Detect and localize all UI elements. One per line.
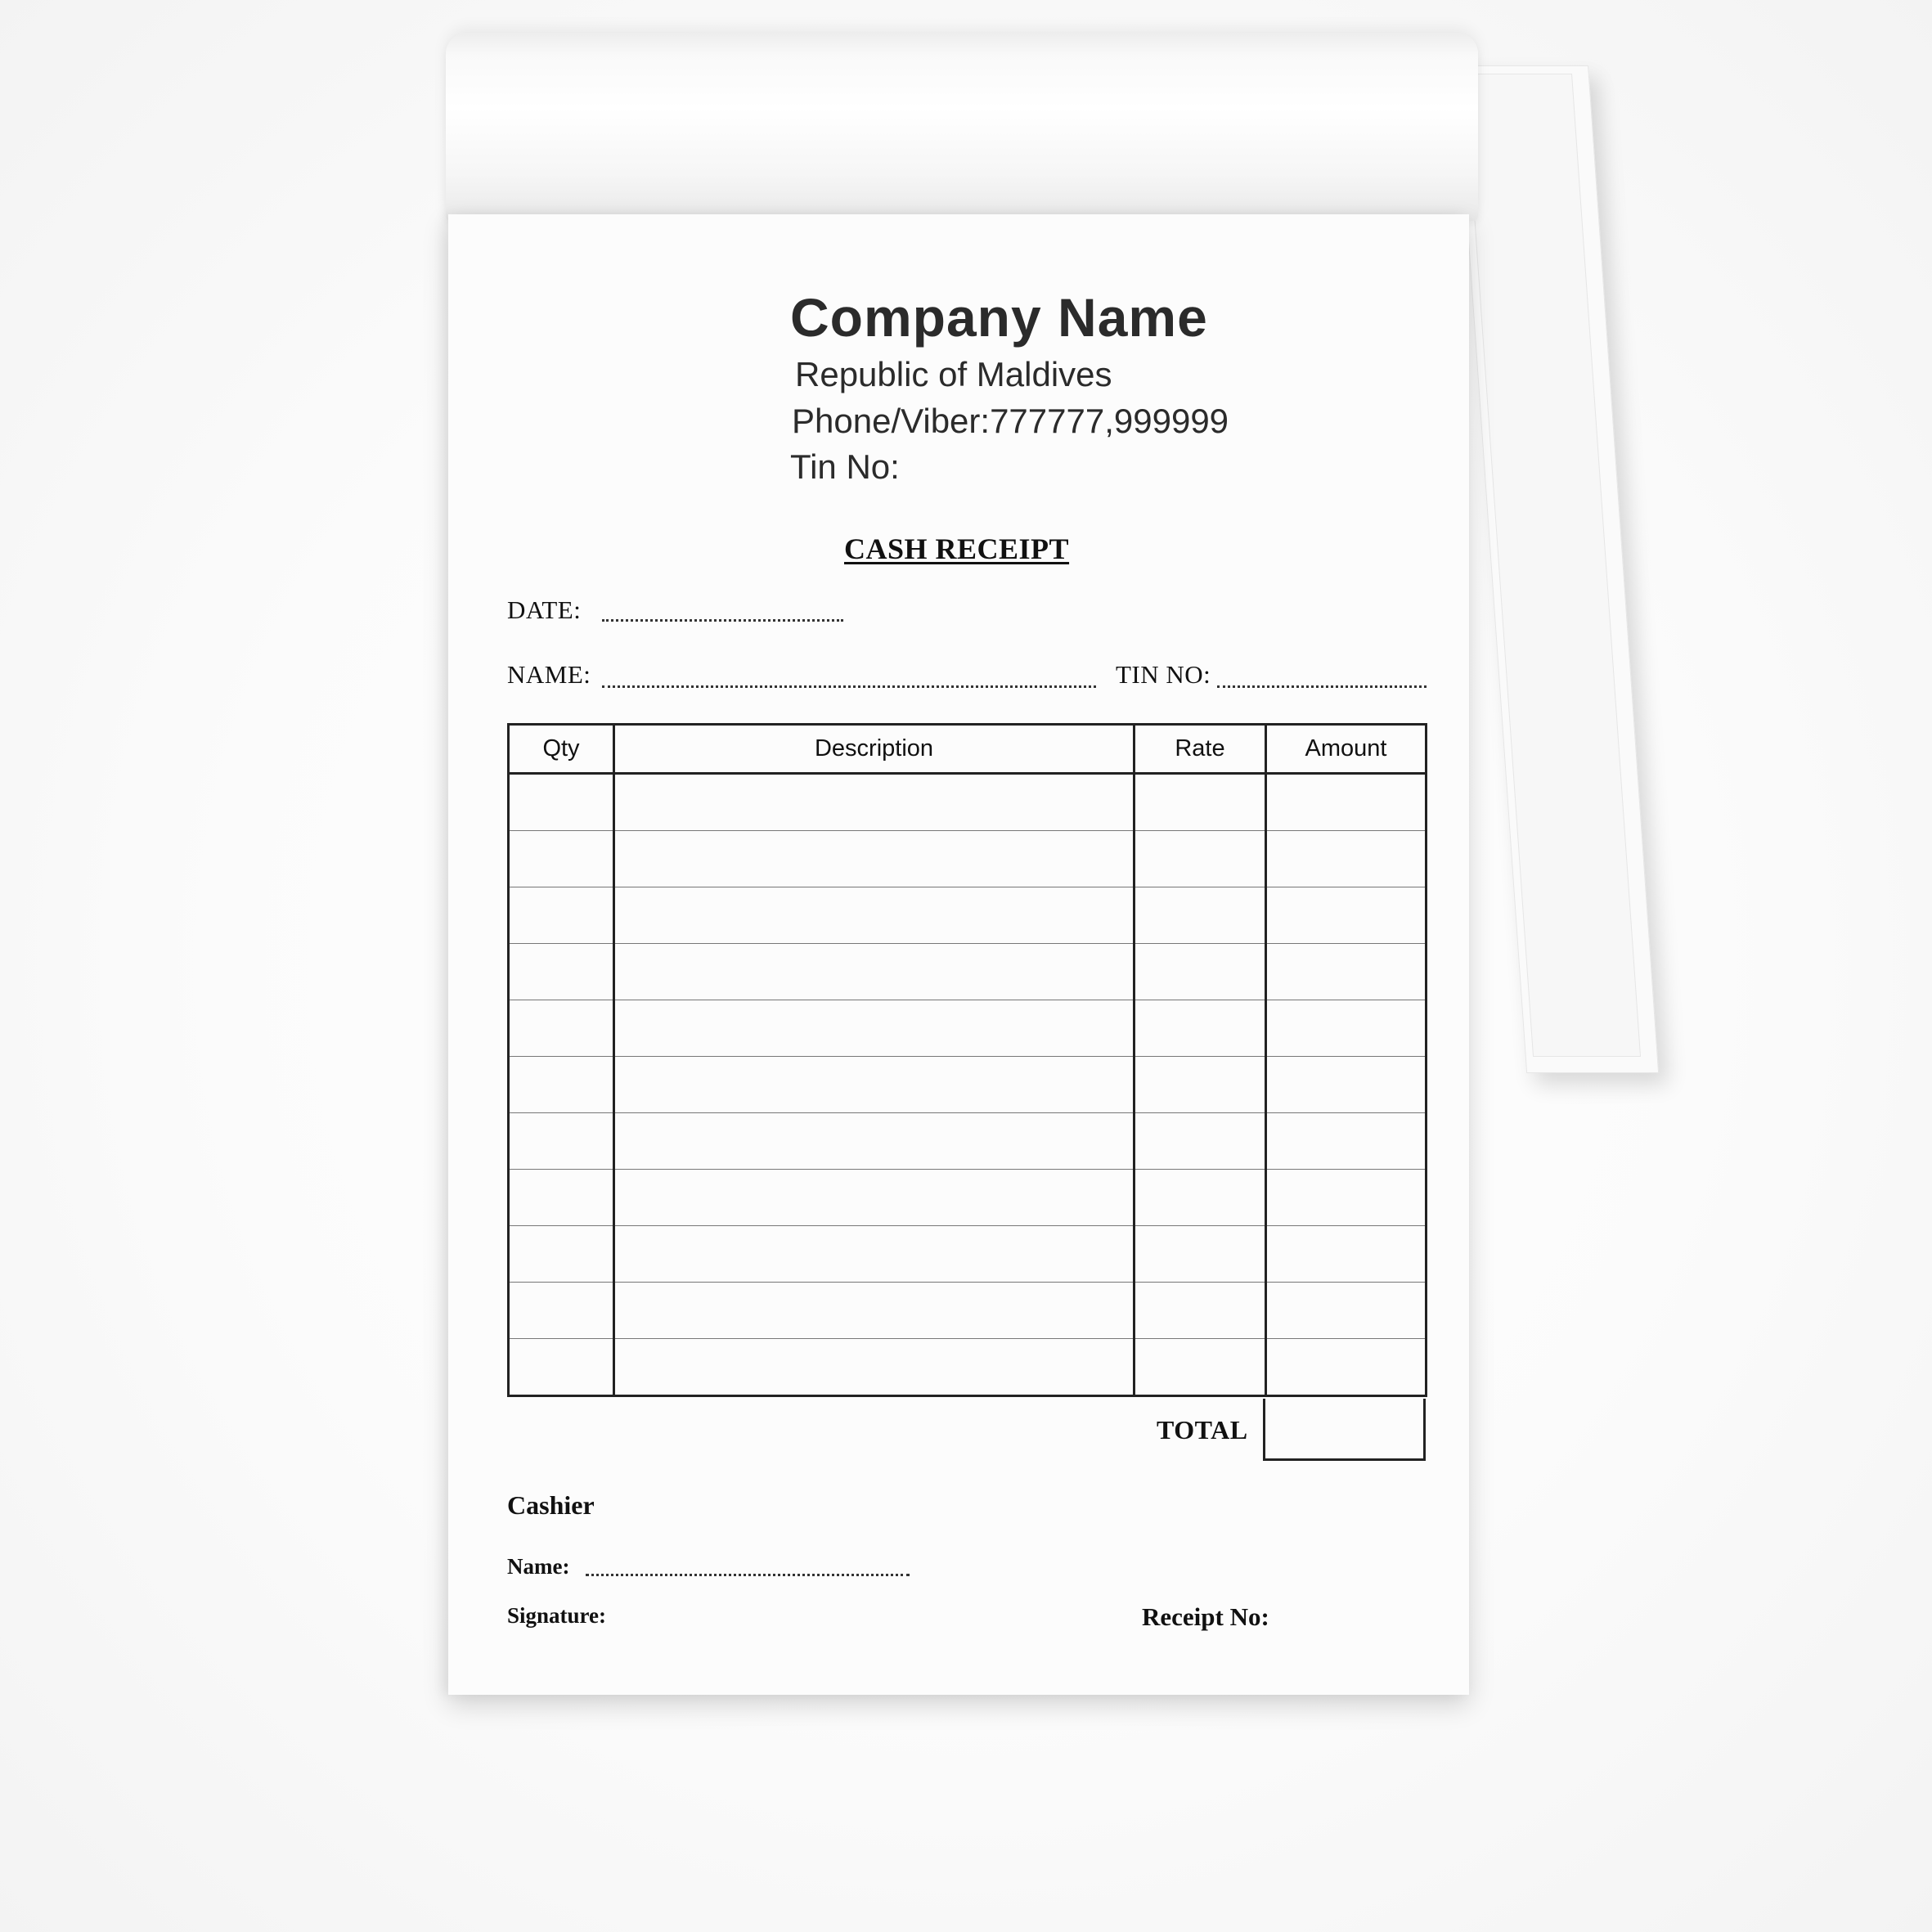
table-row — [509, 1339, 1427, 1396]
total-field[interactable] — [1263, 1399, 1426, 1461]
cell-description[interactable] — [614, 1057, 1134, 1113]
cell-qty[interactable] — [509, 831, 614, 887]
table-header-row — [509, 725, 1427, 774]
column-header-qty: Qty — [509, 725, 614, 774]
cell-amount[interactable] — [1266, 1170, 1427, 1226]
signature-label: Signature: — [507, 1603, 607, 1628]
cashier-name-field[interactable] — [586, 1574, 910, 1576]
cell-rate[interactable] — [1134, 1057, 1266, 1113]
cell-rate[interactable] — [1134, 887, 1266, 944]
table-row — [509, 1170, 1427, 1226]
cell-amount[interactable] — [1266, 1339, 1427, 1396]
column-header-amount: Amount — [1266, 725, 1427, 774]
cell-qty[interactable] — [509, 1057, 614, 1113]
date-field[interactable] — [602, 619, 843, 622]
date-label: DATE: — [507, 595, 582, 624]
company-tin: Tin No: — [790, 447, 900, 486]
cell-qty[interactable] — [509, 774, 614, 831]
cell-rate[interactable] — [1134, 1000, 1266, 1057]
cell-rate[interactable] — [1134, 1339, 1266, 1396]
table-row — [509, 1283, 1427, 1339]
cell-qty[interactable] — [509, 887, 614, 944]
tin-label: TIN NO: — [1116, 660, 1211, 689]
cell-amount[interactable] — [1266, 831, 1427, 887]
cell-rate[interactable] — [1134, 831, 1266, 887]
cell-amount[interactable] — [1266, 1113, 1427, 1170]
cell-qty[interactable] — [509, 1000, 614, 1057]
cell-amount[interactable] — [1266, 1283, 1427, 1339]
cell-amount[interactable] — [1266, 1000, 1427, 1057]
cell-qty[interactable] — [509, 1170, 614, 1226]
cell-qty[interactable] — [509, 1283, 614, 1339]
cell-rate[interactable] — [1134, 1283, 1266, 1339]
cashier-name-label: Name: — [507, 1554, 570, 1579]
cell-description[interactable] — [614, 887, 1134, 944]
cell-description[interactable] — [614, 1113, 1134, 1170]
name-label: NAME: — [507, 660, 591, 689]
items-table — [507, 723, 1427, 1397]
table-row — [509, 887, 1427, 944]
pad-binding — [446, 33, 1478, 221]
table-row — [509, 1057, 1427, 1113]
cell-description[interactable] — [614, 831, 1134, 887]
cell-amount[interactable] — [1266, 887, 1427, 944]
column-header-rate: Rate — [1134, 725, 1266, 774]
table-row — [509, 1000, 1427, 1057]
total-label: TOTAL — [1157, 1415, 1248, 1445]
cell-description[interactable] — [614, 1170, 1134, 1226]
cell-amount[interactable] — [1266, 1057, 1427, 1113]
name-field[interactable] — [602, 685, 1096, 688]
table-row — [509, 1113, 1427, 1170]
cell-rate[interactable] — [1134, 1226, 1266, 1283]
table-row — [509, 774, 1427, 831]
table-body — [509, 774, 1427, 1396]
receipt-title: CASH RECEIPT — [844, 532, 1070, 565]
cell-rate[interactable] — [1134, 1170, 1266, 1226]
cell-description[interactable] — [614, 1339, 1134, 1396]
cell-qty[interactable] — [509, 944, 614, 1000]
cell-qty[interactable] — [509, 1226, 614, 1283]
cell-description[interactable] — [614, 774, 1134, 831]
table-row — [509, 1226, 1427, 1283]
cell-amount[interactable] — [1266, 774, 1427, 831]
receipt-no-label: Receipt No: — [1142, 1602, 1269, 1631]
tin-field[interactable] — [1217, 685, 1427, 688]
cell-description[interactable] — [614, 1000, 1134, 1057]
table-row — [509, 831, 1427, 887]
cell-description[interactable] — [614, 1226, 1134, 1283]
table-row — [509, 944, 1427, 1000]
company-name: Company Name — [790, 287, 1208, 348]
cell-description[interactable] — [614, 1283, 1134, 1339]
cell-rate[interactable] — [1134, 774, 1266, 831]
cell-description[interactable] — [614, 944, 1134, 1000]
cell-qty[interactable] — [509, 1113, 614, 1170]
company-country: Republic of Maldives — [795, 355, 1112, 393]
column-header-description: Description — [614, 725, 1134, 774]
cell-rate[interactable] — [1134, 1113, 1266, 1170]
receipt-sheet — [448, 214, 1469, 1695]
cell-amount[interactable] — [1266, 1226, 1427, 1283]
cell-rate[interactable] — [1134, 944, 1266, 1000]
cell-amount[interactable] — [1266, 944, 1427, 1000]
cell-qty[interactable] — [509, 1339, 614, 1396]
company-phone: Phone/Viber:777777,999999 — [792, 402, 1229, 440]
cashier-label: Cashier — [507, 1490, 595, 1520]
